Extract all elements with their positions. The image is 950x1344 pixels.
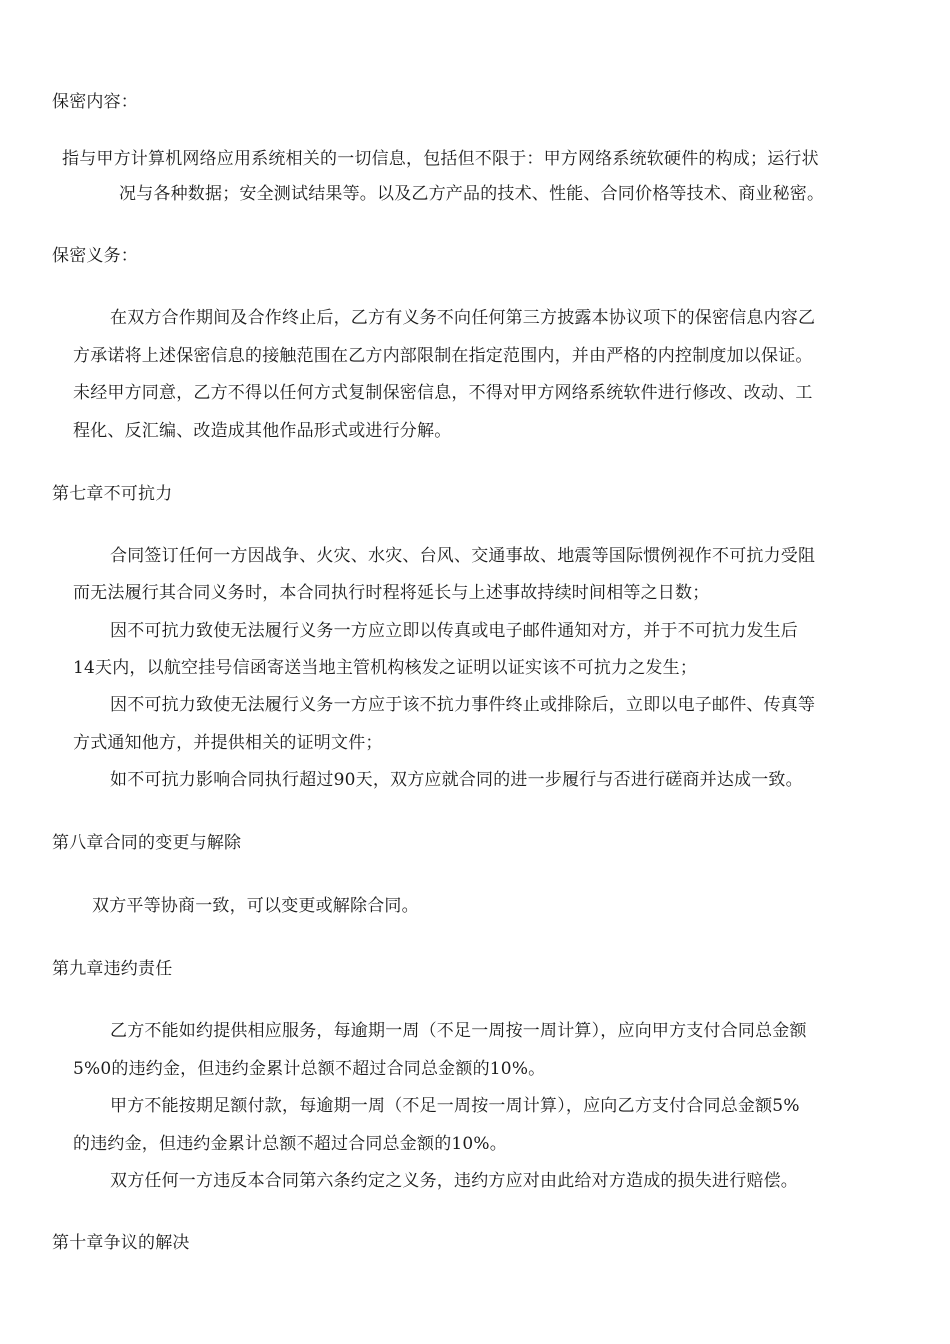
paragraph-line: 况与各种数据；安全测试结果等。以及乙方产品的技术、性能、合同价格等技术、商业秘密。 bbox=[119, 184, 825, 204]
heading-chapter-8: 第八章合同的变更与解除 bbox=[52, 833, 242, 853]
heading-confidential-content: 保密内容： bbox=[52, 92, 138, 112]
paragraph-line: 未经甲方同意，乙方不得以任何方式复制保密信息，不得对甲方网络系统软件进行修改、改动、工 bbox=[73, 383, 813, 403]
paragraph-line: 指与甲方计算机网络应用系统相关的一切信息，包括但不限于：甲方网络系统软硬件的构成；运行状 bbox=[62, 149, 819, 169]
paragraph-line: 方承诺将上述保密信息的接触范围在乙方内部限制在指定范围内，并由严格的内控制度加以保证。 bbox=[73, 346, 813, 366]
paragraph-line: 乙方不能如约提供相应服务，每逾期一周（不足一周按一周计算），应向甲方支付合同总金额 bbox=[110, 1021, 807, 1041]
paragraph-line: 双方平等协商一致，可以变更或解除合同。 bbox=[92, 896, 419, 916]
paragraph-line: 合同签订任何一方因战争、火灾、水灾、台风、交通事故、地震等国际惯例视作不可抗力受阻 bbox=[110, 546, 816, 566]
heading-chapter-7: 第七章不可抗力 bbox=[52, 484, 173, 504]
heading-chapter-10: 第十章争议的解决 bbox=[52, 1233, 190, 1253]
heading-confidential-obligation: 保密义务： bbox=[52, 246, 138, 266]
paragraph-line: 甲方不能按期足额付款，每逾期一周（不足一周按一周计算），应向乙方支付合同总金额5% bbox=[110, 1096, 800, 1116]
paragraph-line: 因不可抗力致使无法履行义务一方应立即以传真或电子邮件通知对方，并于不可抗力发生后 bbox=[110, 621, 798, 641]
paragraph-line: 程化、反汇编、改造成其他作品形式或进行分解。 bbox=[73, 421, 452, 441]
paragraph-line: 在双方合作期间及合作终止后，乙方有义务不向任何第三方披露本协议项下的保密信息内容乙 bbox=[110, 308, 816, 328]
paragraph-line: 的违约金，但违约金累计总额不超过合同总金额的10%。 bbox=[73, 1134, 507, 1154]
paragraph-line: 如不可抗力影响合同执行超过90天，双方应就合同的进一步履行与否进行磋商并达成一致。 bbox=[110, 770, 803, 790]
paragraph-line: 双方任何一方违反本合同第六条约定之义务，违约方应对由此给对方造成的损失进行赔偿。 bbox=[110, 1171, 798, 1191]
heading-chapter-9: 第九章违约责任 bbox=[52, 959, 173, 979]
paragraph-line: 5%0的违约金，但违约金累计总额不超过合同总金额的10%。 bbox=[73, 1059, 546, 1079]
paragraph-line: 14天内，以航空挂号信函寄送当地主管机构核发之证明以证实该不可抗力之发生； bbox=[73, 658, 698, 678]
paragraph-line: 因不可抗力致使无法履行义务一方应于该不抗力事件终止或排除后，立即以电子邮件、传真等 bbox=[110, 695, 816, 715]
paragraph-line: 而无法履行其合同义务时，本合同执行时程将延长与上述事故持续时间相等之日数； bbox=[73, 583, 710, 603]
paragraph-line: 方式通知他方，并提供相关的证明文件； bbox=[73, 733, 383, 753]
